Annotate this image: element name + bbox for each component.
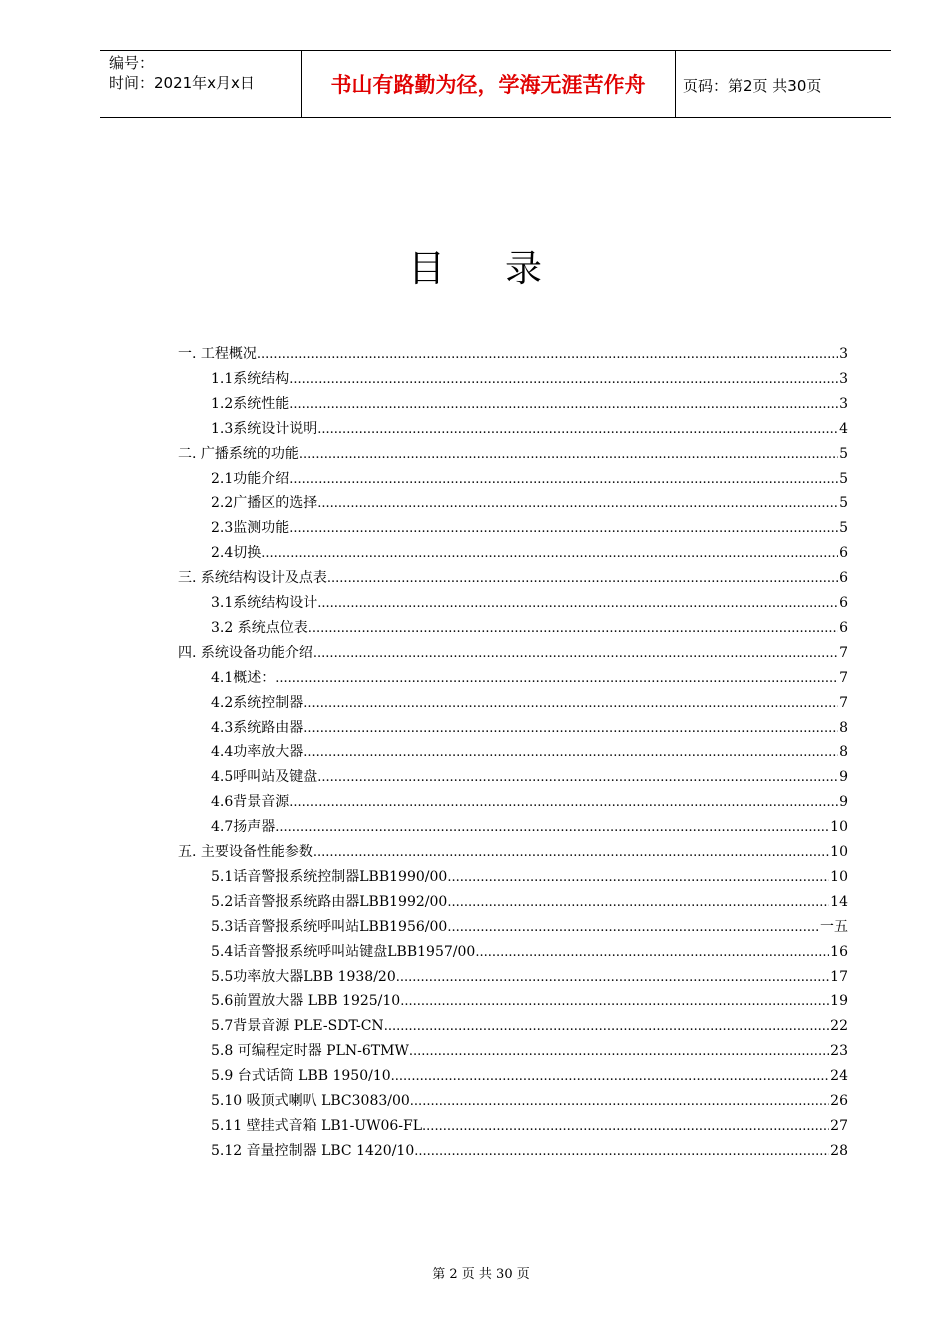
- toc-section-entry[interactable]: [211, 1064, 848, 1088]
- toc-section-entry[interactable]: [211, 691, 848, 715]
- toc-entry-page: 22: [830, 1018, 848, 1035]
- toc-section-entry[interactable]: [211, 890, 848, 914]
- toc-entry-label: 5.10 吸顶式喇叭 LBC3083/00: [211, 1093, 410, 1109]
- toc-dot-leader: [289, 392, 838, 417]
- toc-dot-leader: [289, 516, 838, 541]
- toc-entry-page: 27: [830, 1117, 848, 1134]
- toc-dot-leader: [289, 790, 838, 815]
- toc-section-entry[interactable]: [211, 865, 848, 889]
- toc-dot-leader: [275, 666, 838, 691]
- toc-dot-leader: [409, 1039, 829, 1064]
- toc-dot-leader: [313, 641, 838, 666]
- toc-entry-label: 5.1话音警报系统控制器LBB1990/00: [211, 868, 448, 885]
- toc-entry-label: 5.7背景音源 PLE-SDT-CN: [211, 1018, 384, 1035]
- toc-entry-label: 4.4功率放大器: [211, 744, 304, 761]
- toc-dot-leader: [313, 840, 829, 865]
- toc-entry-page: 一五: [820, 918, 848, 935]
- toc-section-entry[interactable]: [211, 915, 848, 939]
- date-label: 时间：2021年x月x日: [109, 74, 255, 92]
- toc-dot-leader: [327, 566, 838, 591]
- toc-section-entry[interactable]: [211, 740, 848, 764]
- toc-entry-page: 28: [830, 1142, 848, 1159]
- toc-entry-page: 26: [830, 1093, 848, 1109]
- toc-entry-label: 3.2 系统点位表: [211, 619, 308, 636]
- toc-dot-leader: [317, 591, 838, 616]
- toc-section-entry[interactable]: [211, 989, 848, 1013]
- toc-dot-leader: [414, 1139, 829, 1164]
- toc-section-entry[interactable]: [211, 417, 848, 441]
- toc-entry-label: 5.2话音警报系统路由器LBB1992/00: [211, 893, 448, 910]
- toc-dot-leader: [257, 342, 838, 367]
- toc-entry-label: 二. 广播系统的功能: [178, 445, 299, 462]
- toc-dot-leader: [317, 417, 838, 442]
- page-footer: 第 2 页 共 30 页: [432, 1267, 530, 1282]
- toc-entry-label: 4.2系统控制器: [211, 694, 304, 711]
- toc-section-entry[interactable]: [211, 965, 848, 989]
- toc-entry-label: 2.1功能介绍: [211, 470, 290, 487]
- toc-entry-label: 1.1系统结构: [211, 370, 290, 387]
- toc-dot-leader: [400, 989, 829, 1014]
- toc-entry-label: 4.5呼叫站及键盘: [211, 769, 318, 786]
- toc-entry-page: 7: [839, 694, 848, 711]
- toc-entry-page: 5: [839, 445, 848, 462]
- toc-entry-label: 5.3话音警报系统呼叫站LBB1956/00: [211, 918, 448, 935]
- toc-entry-label: 5.8 可编程定时器 PLN-6TMW: [211, 1043, 409, 1060]
- toc-section-entry[interactable]: [211, 1039, 848, 1063]
- toc-entry-page: 3: [839, 346, 848, 362]
- toc-dot-leader: [289, 467, 838, 492]
- toc-entry-page: 14: [830, 893, 848, 910]
- header-divider: [675, 51, 676, 117]
- toc-dot-leader: [447, 865, 829, 890]
- toc-entry-page: 16: [830, 943, 848, 960]
- toc-entry-label: 1.3系统设计说明: [211, 420, 318, 437]
- toc-section-entry[interactable]: [211, 1139, 848, 1163]
- toc-entry-page: 10: [830, 868, 848, 885]
- number-label: 编号：: [109, 54, 155, 72]
- toc-section-entry[interactable]: [211, 541, 848, 565]
- toc-chapter-entry[interactable]: [178, 566, 848, 590]
- toc-dot-leader: [303, 716, 838, 741]
- toc-dot-leader: [447, 915, 819, 940]
- toc-section-entry[interactable]: [211, 591, 848, 615]
- toc-entry-page: 6: [839, 619, 848, 636]
- page-header: [100, 50, 891, 118]
- toc-entry-label: 一. 工程概况: [178, 346, 257, 362]
- toc-section-entry[interactable]: [211, 790, 848, 814]
- toc-entry-page: 7: [839, 644, 848, 661]
- toc-section-entry[interactable]: [211, 1014, 848, 1038]
- toc-dot-leader: [275, 815, 829, 840]
- toc-chapter-entry[interactable]: [178, 641, 848, 665]
- toc-entry-label: 五. 主要设备性能参数: [178, 844, 313, 860]
- toc-section-entry[interactable]: [211, 367, 848, 391]
- toc-dot-leader: [384, 1014, 829, 1039]
- toc-entry-page: 4: [839, 420, 848, 437]
- toc-entry-page: 17: [830, 968, 848, 985]
- toc-dot-leader: [317, 491, 838, 516]
- toc-entry-label: 5.6前置放大器 LBB 1925/10: [211, 993, 401, 1010]
- toc-entry-label: 3.1系统结构设计: [211, 595, 318, 611]
- toc-section-entry[interactable]: [211, 666, 848, 690]
- toc-section-entry[interactable]: [211, 1089, 848, 1113]
- header-meta: [109, 53, 255, 93]
- toc-entry-label: 1.2系统性能: [211, 395, 290, 412]
- toc-dot-leader: [396, 965, 829, 990]
- toc-dot-leader: [308, 616, 838, 641]
- toc-entry-label: 三. 系统结构设计及点表: [178, 570, 327, 587]
- toc-entry-label: 4.3系统路由器: [211, 719, 304, 736]
- toc-dot-leader: [422, 1114, 829, 1139]
- toc-entry-label: 4.6背景音源: [211, 794, 290, 811]
- toc-entry-page: 3: [839, 395, 848, 412]
- toc-chapter-entry[interactable]: [178, 442, 848, 466]
- toc-dot-leader: [261, 541, 838, 566]
- toc-entry-page: 24: [830, 1068, 848, 1085]
- toc-entry-page: 10: [830, 819, 848, 836]
- toc-entry-page: 9: [839, 794, 848, 811]
- toc-entry-label: 2.2广播区的选择: [211, 495, 318, 512]
- toc-entry-page: 19: [830, 993, 848, 1010]
- toc-dot-leader: [391, 1064, 830, 1089]
- toc-dot-leader: [303, 691, 838, 716]
- toc-entry-page: 5: [839, 470, 848, 487]
- toc-section-entry[interactable]: [211, 815, 848, 839]
- toc-entry-page: 5: [839, 495, 848, 512]
- toc-entry-label: 5.11 壁挂式音箱 LB1-UW06-FL: [211, 1117, 423, 1134]
- toc-entry-page: 23: [830, 1043, 848, 1060]
- toc-entry-label: 4.7扬声器: [211, 819, 276, 836]
- toc-entry-label: 4.1概述：: [211, 669, 276, 686]
- toc-section-entry[interactable]: [211, 1114, 848, 1138]
- header-motto: 书山有路勤为径，学海无涯苦作舟: [330, 73, 646, 97]
- toc-section-entry[interactable]: [211, 516, 848, 540]
- toc-entry-label: 5.12 音量控制器 LBC 1420/10: [211, 1142, 415, 1159]
- toc-dot-leader: [299, 442, 838, 467]
- toc-entry-page: 3: [839, 370, 848, 387]
- toc-section-entry[interactable]: [211, 940, 848, 964]
- toc-dot-leader: [410, 1089, 829, 1114]
- toc-dot-leader: [289, 367, 838, 392]
- toc-section-entry[interactable]: [211, 392, 848, 416]
- toc-entry-page: 8: [839, 719, 848, 736]
- toc-entry-label: 5.4话音警报系统呼叫站键盘LBB1957/00: [211, 943, 476, 960]
- toc-dot-leader: [475, 940, 829, 965]
- toc-entry-page: 7: [839, 669, 848, 686]
- toc-entry-label: 2.4切换: [211, 545, 262, 562]
- toc-entry-page: 10: [830, 844, 848, 860]
- toc-section-entry[interactable]: [211, 616, 848, 640]
- toc-dot-leader: [303, 740, 838, 765]
- toc-entry-page: 6: [839, 570, 848, 587]
- toc-entry-label: 5.9 台式话筒 LBB 1950/10: [211, 1068, 391, 1085]
- toc-chapter-entry[interactable]: [178, 840, 848, 864]
- toc-entry-page: 9: [839, 769, 848, 786]
- toc-dot-leader: [447, 890, 829, 915]
- toc-section-entry[interactable]: [211, 467, 848, 491]
- toc-section-entry[interactable]: [211, 716, 848, 740]
- toc-section-entry[interactable]: [211, 765, 848, 789]
- header-page-label: 页码：第2页 共30页: [683, 77, 822, 95]
- toc-entry-label: 四. 系统设备功能介绍: [178, 644, 313, 661]
- toc-chapter-entry[interactable]: [178, 342, 848, 366]
- toc-entry-page: 5: [839, 520, 848, 537]
- toc-entry-label: 5.5功率放大器LBB 1938/20: [211, 968, 396, 985]
- page-title: 目录: [408, 247, 602, 290]
- toc-entry-label: 2.3监测功能: [211, 520, 290, 537]
- toc-entry-page: 6: [839, 545, 848, 562]
- toc-entry-page: 8: [839, 744, 848, 761]
- toc-entry-page: 6: [839, 595, 848, 611]
- toc-section-entry[interactable]: [211, 491, 848, 515]
- toc-dot-leader: [317, 765, 838, 790]
